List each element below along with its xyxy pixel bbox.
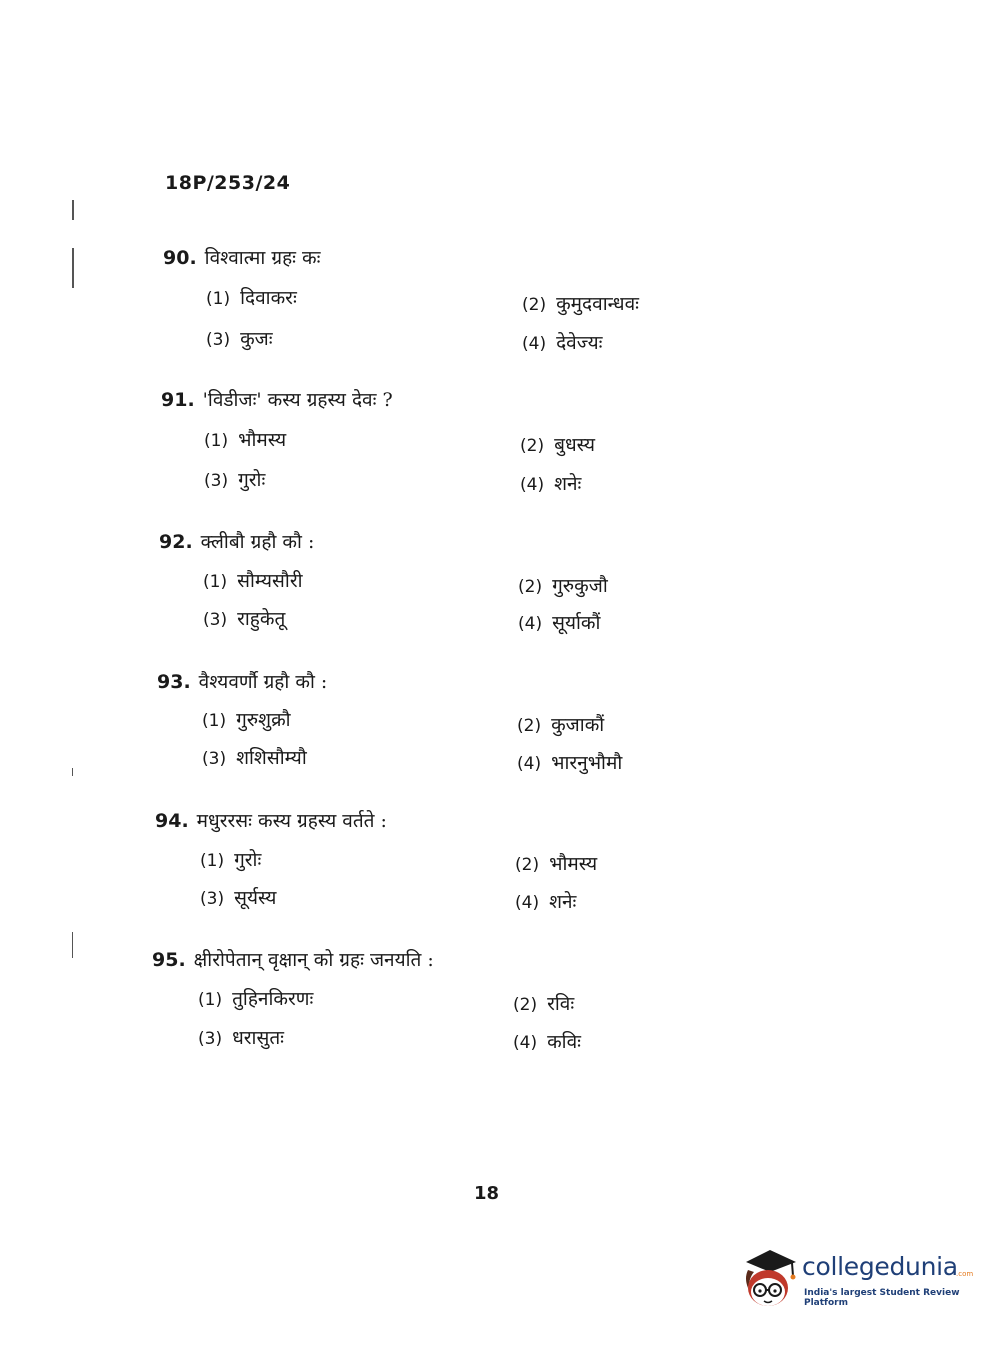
question-number: 95.	[152, 949, 186, 971]
option-text: कुमुदवान्धवः	[556, 293, 639, 315]
option-4	[518, 609, 600, 635]
question-number: 94.	[155, 810, 189, 832]
option-text: भौमस्य	[238, 429, 287, 451]
question-92	[0, 520, 1001, 640]
option-text: कुजाकौं	[551, 714, 605, 736]
logo-name: collegedunia	[802, 1252, 958, 1281]
page-number: 18	[474, 1183, 500, 1204]
option-number: (3)	[200, 889, 225, 909]
question-stem	[161, 386, 393, 412]
question-number: 91.	[161, 389, 195, 411]
question-93	[0, 660, 1001, 780]
question-94	[0, 800, 1001, 920]
option-text: रविः	[547, 993, 575, 1015]
option-number: (4)	[518, 614, 543, 634]
option-number: (3)	[198, 1029, 223, 1049]
option-text: देवेज्यः	[556, 332, 603, 354]
option-text: गुरुशुक्रौ	[236, 709, 291, 731]
option-3	[206, 325, 273, 351]
option-2	[515, 850, 597, 876]
option-text: धरासुतः	[232, 1027, 284, 1049]
option-number: (4)	[513, 1033, 538, 1053]
option-1	[198, 985, 313, 1011]
option-number: (2)	[518, 577, 543, 597]
option-1	[206, 284, 297, 310]
option-text: शशिसौम्यौ	[236, 747, 307, 769]
option-number: (1)	[206, 289, 231, 309]
option-number: (4)	[517, 754, 542, 774]
option-number: (1)	[203, 572, 228, 592]
option-3	[202, 744, 307, 770]
option-number: (3)	[206, 330, 231, 350]
option-1	[203, 567, 303, 593]
option-2	[517, 711, 604, 737]
option-text: गुरोः	[238, 469, 266, 491]
question-stem	[163, 244, 321, 270]
option-text: कुजः	[240, 328, 273, 350]
option-3	[198, 1024, 284, 1050]
option-1	[204, 426, 286, 452]
option-number: (1)	[202, 711, 227, 731]
question-text: 'विडीजः' कस्य ग्रहस्य देवः ?	[202, 389, 393, 411]
option-number: (4)	[520, 475, 545, 495]
paper-code: 18P/253/24	[165, 172, 291, 194]
question-stem	[157, 668, 327, 694]
question-number: 90.	[163, 247, 197, 269]
option-3	[203, 605, 285, 631]
option-text: गुरुकुजौ	[552, 575, 608, 597]
logo-tagline: India's largest Student Review Platform	[804, 1288, 960, 1308]
option-3	[204, 466, 265, 492]
question-stem	[155, 807, 387, 833]
question-text: क्लीबौ ग्रहौ कौ :	[200, 531, 315, 553]
option-number: (3)	[202, 749, 227, 769]
option-text: कविः	[547, 1031, 582, 1053]
option-number: (2)	[517, 716, 542, 736]
option-text: गुरोः	[234, 849, 262, 871]
option-1	[202, 706, 291, 732]
option-text: सूर्यस्य	[234, 887, 277, 909]
question-90	[0, 240, 1001, 360]
option-number: (1)	[200, 851, 225, 871]
option-number: (2)	[520, 436, 545, 456]
option-text: शनेः	[549, 891, 577, 913]
question-stem	[152, 946, 434, 972]
option-text: दिवाकरः	[240, 287, 297, 309]
option-number: (4)	[522, 334, 547, 354]
question-text: मधुररसः कस्य ग्रहस्य वर्तते :	[196, 810, 387, 832]
question-text: क्षीरोपेतान् वृक्षान् को ग्रहः जनयति :	[193, 949, 434, 971]
option-2	[522, 290, 639, 316]
option-4	[513, 1028, 581, 1054]
question-number: 92.	[159, 531, 193, 553]
option-4	[515, 888, 576, 914]
option-text: राहुकेतू	[237, 608, 286, 630]
option-text: भौमस्य	[549, 853, 598, 875]
option-number: (4)	[515, 893, 540, 913]
logo-com: .com	[956, 1270, 974, 1278]
question-text: वैश्यवर्णौ ग्रहौ कौ :	[198, 671, 328, 693]
graduate-mascot-icon	[740, 1248, 798, 1310]
question-number: 93.	[157, 671, 191, 693]
option-number: (1)	[198, 990, 223, 1010]
option-2	[520, 431, 595, 457]
option-text: भारनुभौमौ	[551, 752, 623, 774]
option-number: (3)	[204, 471, 229, 491]
option-2	[518, 572, 608, 598]
option-number: (2)	[522, 295, 547, 315]
option-text: सूर्याकौं	[552, 612, 601, 634]
question-text: विश्वात्मा ग्रहः कः	[204, 247, 321, 269]
option-text: बुधस्य	[554, 434, 596, 456]
margin-mark	[72, 200, 74, 220]
option-number: (2)	[513, 995, 538, 1015]
option-4	[517, 749, 622, 775]
option-4	[522, 329, 602, 355]
option-text: तुहिनकिरणः	[232, 988, 314, 1010]
option-1	[200, 846, 261, 872]
question-stem	[159, 528, 314, 554]
option-3	[200, 884, 276, 910]
option-text: सौम्यसौरी	[237, 570, 303, 592]
option-number: (1)	[204, 431, 229, 451]
option-number: (3)	[203, 610, 228, 630]
option-text: शनेः	[554, 473, 582, 495]
option-2	[513, 990, 574, 1016]
question-95	[0, 940, 1001, 1060]
option-number: (2)	[515, 855, 540, 875]
collegedunia-logo	[740, 1248, 975, 1316]
option-4	[520, 470, 581, 496]
question-91	[0, 380, 1001, 500]
